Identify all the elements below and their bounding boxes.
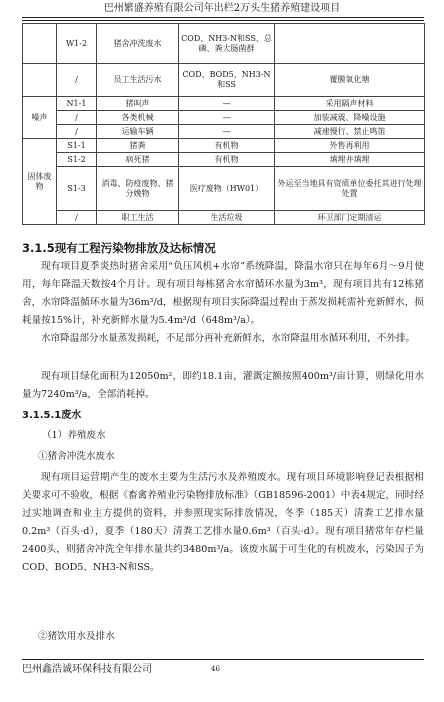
table-cell: /	[57, 111, 97, 125]
table-cell: 各类机械	[97, 111, 179, 125]
list-item: ②猪饮用水及排水	[38, 631, 115, 642]
header-rule-thin	[22, 20, 424, 21]
table-cell	[23, 24, 57, 64]
table-cell: S1-2	[57, 153, 97, 167]
table-row	[23, 97, 425, 111]
table-cell: 猪舍冲洗废水	[97, 24, 179, 64]
table-cell-group: 噪声	[23, 97, 57, 139]
header-rule	[22, 17, 424, 18]
table-cell	[23, 64, 57, 97]
table-cell: 运输车辆	[97, 125, 179, 139]
footer-rule	[22, 659, 424, 660]
table-cell: /	[57, 125, 97, 139]
paragraph: 水帘降温部分水量蒸发损耗，不足部分再补充新鲜水，水帘降温用水循环利用，不外排。	[41, 333, 416, 344]
table-cell: 消毒、防疫废物、猪分娩物	[97, 167, 179, 211]
table-cell: —	[179, 125, 275, 139]
table-cell: 外售再利用	[275, 139, 425, 153]
section-heading: 3.1.5现有工程污染物排放及达标情况	[22, 241, 216, 255]
table-cell: 外运至当地具有资质单位委托其进行处理处置	[275, 167, 425, 211]
page-header-title: 巴州繁盛养殖有限公司年出栏2万头生猪养殖建设项目	[103, 3, 341, 14]
pollution-source-table	[22, 23, 425, 225]
table-row	[23, 111, 425, 125]
table-cell: 医疗废物（HW01）	[179, 167, 275, 211]
table-cell: 有机物	[179, 139, 275, 153]
paragraph: 现有项目运营期产生的废水主要为生活污水及养殖废水。现有项目环境影响登记表根据相关要求可不验收，根据《畜禽养殖业污染物排放标准》（GB18596-2001）中表4规定，同时经过实地调查和业主方提供的资料，并参照现实际排放情况，冬季（185天）清粪工艺排水量0.2m³（百头·d），夏季（180天）清粪工艺排水量0.6m³（百头·d）。现有项目猪常年存栏量2400头，则猪舍冲洗全年排水量共约3480m³/a。该废水属于可生化的有机废水，污染因子为COD、BOD5、NH3-N和SS。	[22, 472, 424, 573]
table-cell: 填埋井填埋	[275, 153, 425, 167]
paragraph: 现有项目夏季炎热时猪舍采用“负压风机+水帘”系统降温，降温水帘只在每年6月～9月使用，每年降温天数按4个月计。现有项目每栋猪舍水帘循环水量为3m³，现有项目共有12栋猪舍，水帘降温循环水量为36m³/d，根据现有项目实际降温过程由于蒸发损耗需补充新鲜水，损耗量按15%计，补充新鲜水量为5.4m³/d（648m³/a）。	[22, 261, 424, 326]
table-cell: 采用隔声材料	[275, 97, 425, 111]
table-row	[23, 211, 425, 225]
table-cell: 有机物	[179, 153, 275, 167]
table-cell: /	[57, 211, 97, 225]
table-cell-group: 固体废物	[23, 139, 57, 225]
table-cell: 职工生活	[97, 211, 179, 225]
table-cell: —	[179, 111, 275, 125]
table-cell: 加装减震、降噪设施	[275, 111, 425, 125]
table-cell: W1-2	[57, 24, 97, 64]
footer-company: 巴州鑫浩诚环保科技有限公司	[22, 664, 152, 675]
table-row	[23, 167, 425, 211]
table-cell: /	[57, 64, 97, 97]
table-cell: N1-1	[57, 97, 97, 111]
table-cell: 猪粪	[97, 139, 179, 153]
table-row	[23, 139, 425, 153]
page-number: 46	[211, 665, 220, 673]
list-item: ①猪舍冲洗水废水	[38, 451, 115, 462]
table-cell: 环卫部门定期清运	[275, 211, 425, 225]
list-item: （1）养殖废水	[42, 430, 106, 441]
table-cell: —	[179, 97, 275, 111]
table-cell: 减速慢行、禁止鸣笛	[275, 125, 425, 139]
table-row	[23, 125, 425, 139]
table-cell: 覆膜氧化塘	[275, 64, 425, 97]
table-cell: 员工生活污水	[97, 64, 179, 97]
table-cell: 病死猪	[97, 153, 179, 167]
table-row	[23, 64, 425, 97]
table-cell: 猪叫声	[97, 97, 179, 111]
table-cell: 生活垃圾	[179, 211, 275, 225]
table-cell: S1-1	[57, 139, 97, 153]
table-row	[23, 153, 425, 167]
table-cell	[275, 24, 425, 64]
table-cell: S1-3	[57, 167, 97, 211]
sub-section-heading: 3.1.5.1废水	[22, 410, 82, 421]
table-row	[23, 24, 425, 64]
paragraph: 现有项目绿化面积为12050m²，即约18.1亩，灌溉定额按照400m³/亩计算，则绿化用水量为7240m³/a，全部消耗掉。	[22, 371, 424, 400]
table-cell: COD、NH3-N和SS、总磷、粪大肠菌群	[179, 24, 275, 64]
table-cell: COD、BOD5、NH3-N和SS	[179, 64, 275, 97]
